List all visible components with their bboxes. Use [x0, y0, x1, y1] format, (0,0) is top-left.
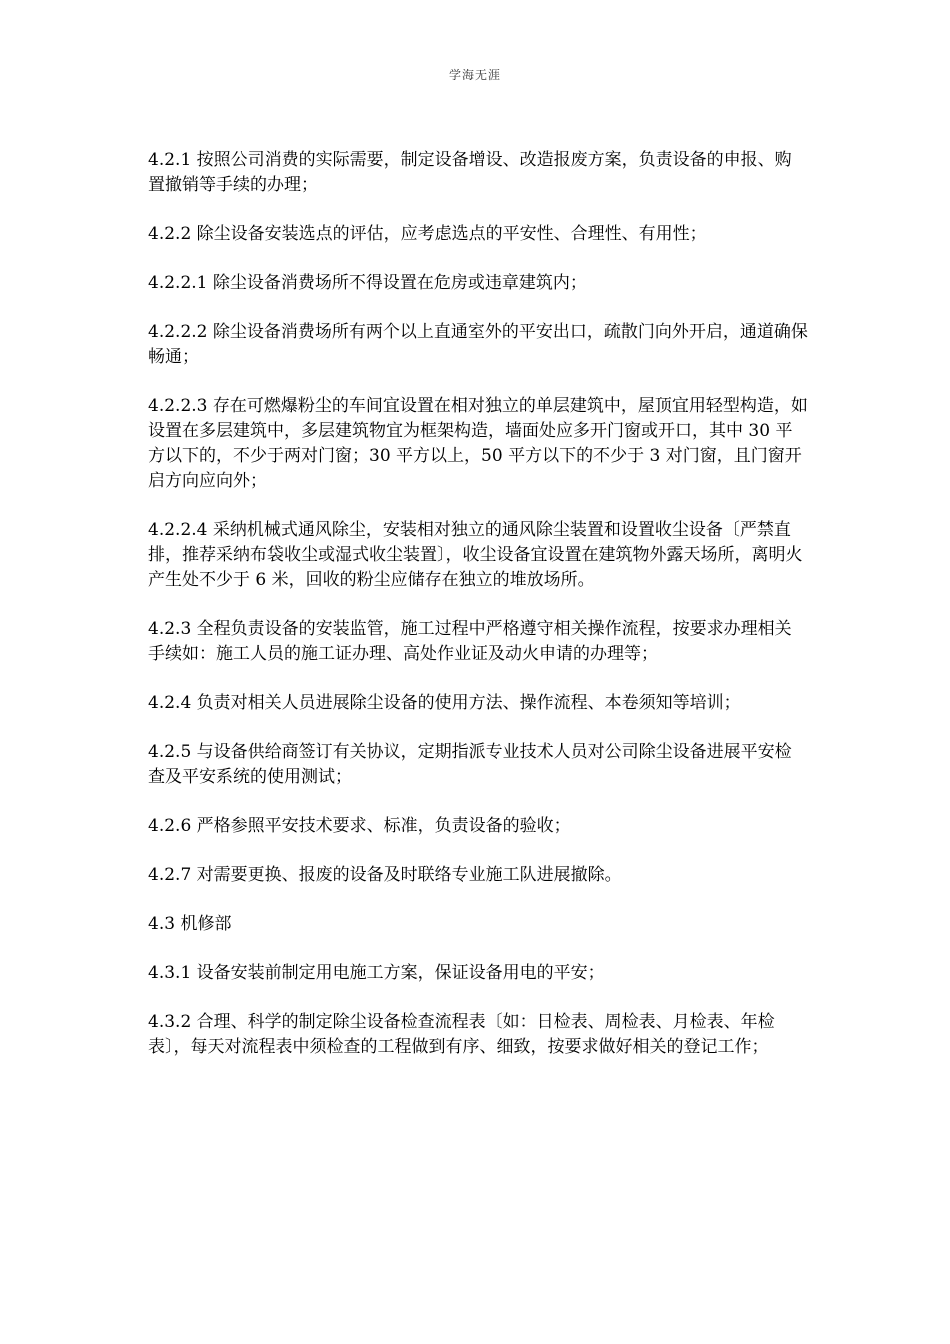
paragraph-4-2-5: 4.2.5 与设备供给商签订有关协议，定期指派专业技术人员对公司除尘设备进展平安检查及平安系统的使用测试；: [148, 742, 792, 787]
paragraph-4-3-2: 4.3.2 合理、科学的制定除尘设备检查流程表〔如：日检表、周检表、月检表、年检表〕，每天对流程表中须检查的工程做到有序、细致，按要求做好相关的登记工作；: [148, 1012, 775, 1057]
paragraph-4-2-3: 4.2.3 全程负责设备的安装监管，施工过程中严格遵守相关操作流程，按要求办理相关手续如：施工人员的施工证办理、高处作业证及动火申请的办理等；: [148, 619, 792, 664]
paragraph-4-2-1: 4.2.1 按照公司消费的实际需要，制定设备增设、改造报废方案，负责设备的申报、购置撤销等手续的办理；: [148, 150, 792, 195]
paragraph-4-2-4: 4.2.4 负责对相关人员进展除尘设备的使用方法、操作流程、本卷须知等培训；: [148, 693, 741, 713]
paragraph-4-3-1: 4.3.1 设备安装前制定用电施工方案，保证设备用电的平安；: [148, 963, 605, 983]
paragraph-4-2-6: 4.2.6 严格参照平安技术要求、标准，负责设备的验收；: [148, 816, 571, 836]
paragraph-4-2-2-1: 4.2.2.1 除尘设备消费场所不得设置在危房或违章建筑内；: [148, 273, 587, 293]
section-heading-4-3: 4.3 机修部: [148, 914, 232, 934]
paragraph-4-2-2-2: 4.2.2.2 除尘设备消费场所有两个以上直通室外的平安出口，疏散门向外开启，通道确保畅通；: [148, 322, 808, 367]
page-header: 学海无涯: [448, 68, 501, 82]
document-body: [148, 148, 808, 1084]
paragraph-4-2-7: 4.2.7 对需要更换、报废的设备及时联络专业施工队进展撤除。: [148, 865, 622, 885]
paragraph-4-2-2-3: 4.2.2.3 存在可燃爆粉尘的车间宜设置在相对独立的单层建筑中，屋顶宜用轻型构造，如设置在多层建筑中，多层建筑物宜为框架构造，墙面处应多开门窗或开口，其中 30 平方以下的，不少于两对门窗；30 平方以上，50 平方以下的不少于 3 对门窗，且门窗开启方向应向外；: [148, 396, 808, 491]
paragraph-4-2-2-4: 4.2.2.4 采纳机械式通风除尘，安装相对独立的通风除尘装置和设置收尘设备〔严禁直排，推荐采纳布袋收尘或湿式收尘装置〕，收尘设备宜设置在建筑物外露天场所，离明火产生处不少于 6 米，回收的粉尘应储存在独立的堆放场所。: [148, 520, 803, 590]
paragraph-4-2-2: 4.2.2 除尘设备安装选点的评估，应考虑选点的平安性、合理性、有用性；: [148, 224, 707, 244]
